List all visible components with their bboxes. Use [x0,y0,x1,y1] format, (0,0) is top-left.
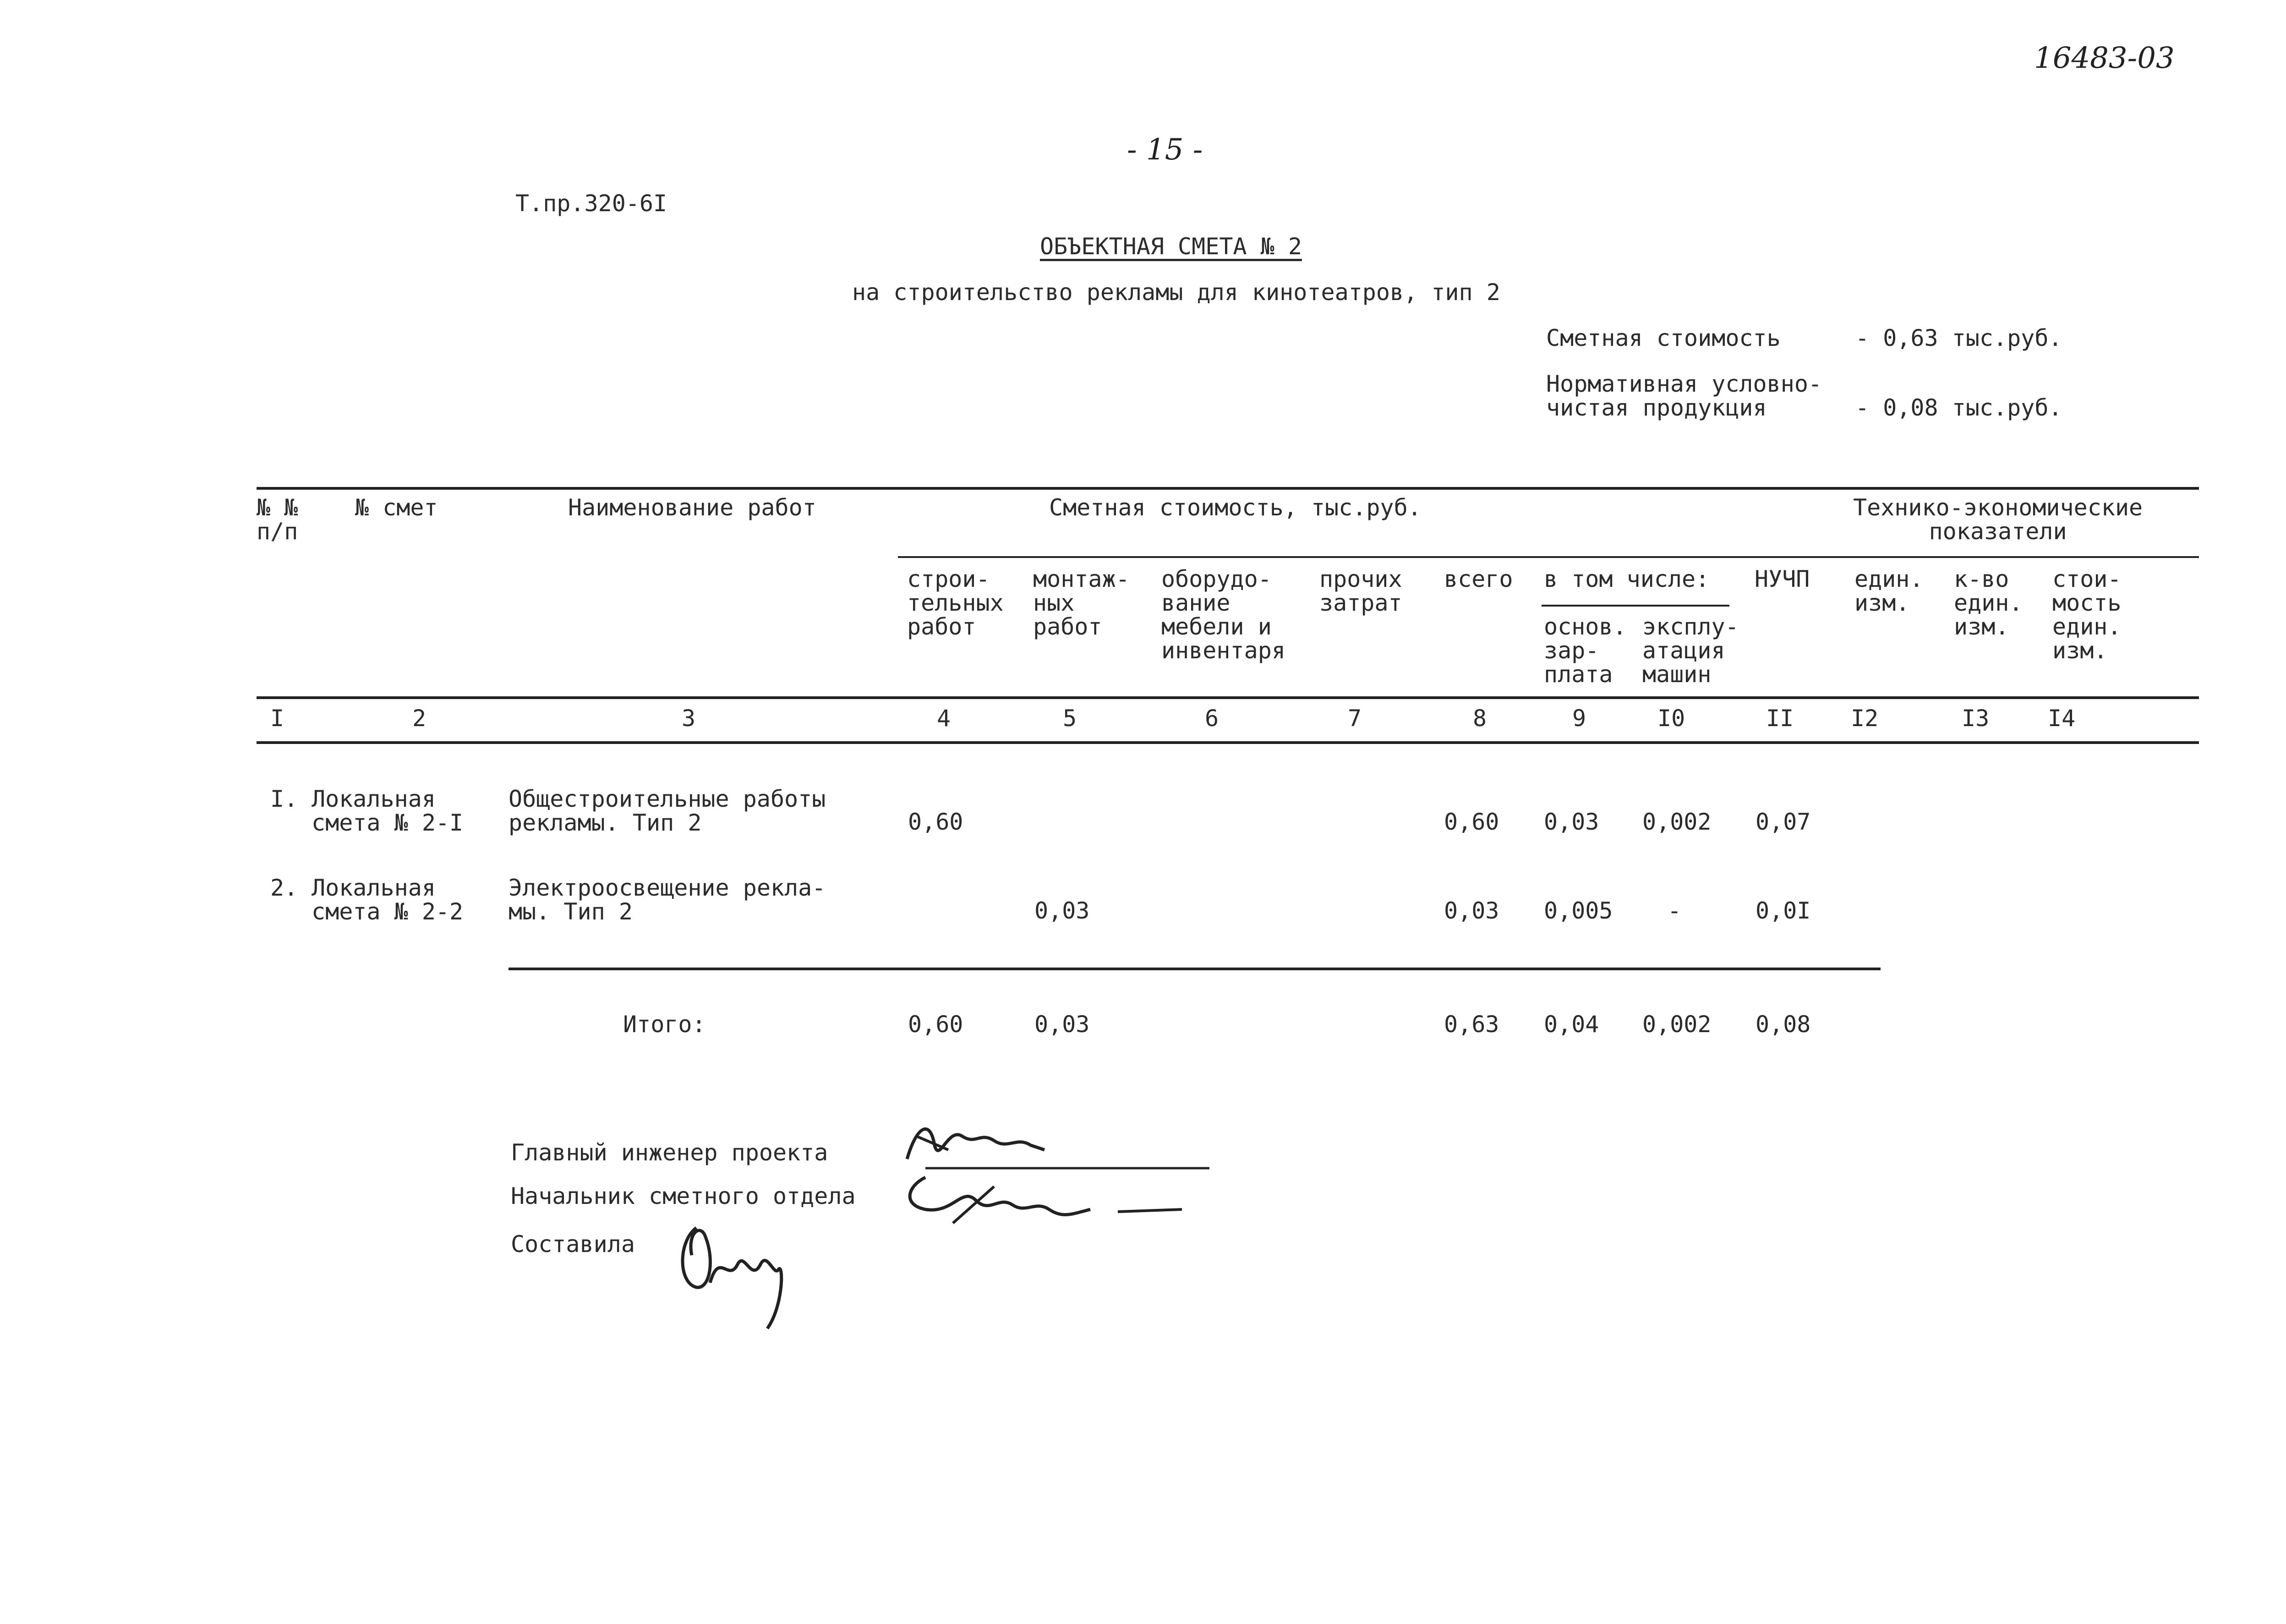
table-top-rule [257,487,2199,490]
column-number: 3 [682,705,696,732]
row-machines: - [1668,897,1682,924]
row-total: 0,60 [1444,809,1499,835]
header-salary: основ. зар- плата [1544,613,1627,688]
header-total: всего [1444,566,1513,592]
row-nuchp: 0,0I [1756,897,1811,924]
document-number: 16483-03 [2034,41,2175,75]
totals-label: Итого: [623,1011,706,1038]
totals-rule [509,968,1881,970]
totals-salary: 0,04 [1544,1011,1599,1038]
column-number: I4 [2048,705,2076,732]
row-num: 2. [270,875,298,901]
totals-machines: 0,002 [1642,1011,1712,1038]
header-machines: эксплу- атация машин [1642,613,1739,688]
column-number: I2 [1851,705,1879,732]
header-other: прочих затрат [1319,566,1402,616]
totals-assembly: 0,03 [1034,1011,1090,1038]
row-total: 0,03 [1444,897,1499,924]
estimated-cost-label: Сметная стоимость [1546,325,1781,351]
row-name: Электроосвещение рекла- мы. Тип 2 [509,875,826,925]
header-name: Наименование работ [568,494,816,521]
compiler-signature [669,1214,806,1333]
column-number: 8 [1473,705,1487,732]
subheader-rule [898,556,2199,558]
column-number: I3 [1962,705,1990,732]
net-output-value: - 0,08 тыс.руб. [1855,394,2062,421]
project-reference: Т.пр.320-6I [515,190,667,217]
header-bottom-rule [257,696,2199,699]
header-nuchp: НУЧП [1755,566,1810,592]
column-number: 7 [1348,705,1362,732]
header-assembly: монтаж- ных работ [1033,566,1130,640]
row-smeta: Локальная смета № 2-I [312,786,464,836]
totals-construction: 0,60 [908,1011,963,1038]
row-salary: 0,03 [1544,809,1599,835]
document-subtitle: на строительство рекламы для кинотеатров, тип 2 [852,279,1500,306]
row-machines: 0,002 [1642,809,1712,835]
column-number: 5 [1063,705,1077,732]
totals-total: 0,63 [1444,1011,1499,1038]
row-salary: 0,005 [1544,897,1613,924]
row-smeta: Локальная смета № 2-2 [312,875,464,925]
header-unit: един. изм. [1854,566,1924,616]
row-construction: 0,60 [908,809,963,835]
row-assembly: 0,03 [1034,897,1090,924]
column-number: 4 [937,705,951,732]
header-smeta: № смет [355,494,438,521]
column-number: 9 [1572,705,1586,732]
chief-engineer-label: Главный инженер проекта [511,1139,828,1166]
net-output-label: Нормативная условно- чистая продукция [1546,371,1822,421]
estimate-head-label: Начальник сметного отдела [511,1183,856,1209]
estimated-cost-value: - 0,63 тыс.руб. [1855,325,2062,351]
column-number: 2 [412,705,427,732]
header-incl: в том числе: [1544,566,1710,592]
page-number: - 15 - [1127,133,1203,167]
header-num: № № п/п [257,494,298,545]
incl-rule [1542,605,1729,607]
row-name: Общестроительные работы рекламы. Тип 2 [509,786,826,836]
column-number: II [1766,705,1794,732]
compiled-label: Составила [511,1231,635,1258]
header-cost-group: Сметная стоимость, тыс.руб. [1049,494,1422,521]
header-qty: к-во един. изм. [1954,566,2023,640]
header-unit-cost: стои- мость един. изм. [2052,566,2122,664]
header-construction: строи- тельных работ [907,566,1004,640]
column-number: 6 [1205,705,1219,732]
header-equipment: оборудо- вание мебели и инвентаря [1161,566,1285,664]
header-tech-group: Технико-экономические показатели [1853,494,2143,545]
row-num: I. [270,786,298,812]
row-nuchp: 0,07 [1756,809,1811,835]
column-numbers-rule [257,741,2199,744]
column-number: I [270,705,284,732]
estimate-head-signature [898,1168,1219,1237]
column-number: I0 [1657,705,1685,732]
document-title: ОБЪЕКТНАЯ СМЕТА № 2 [1040,233,1302,260]
totals-nuchp: 0,08 [1756,1011,1811,1038]
